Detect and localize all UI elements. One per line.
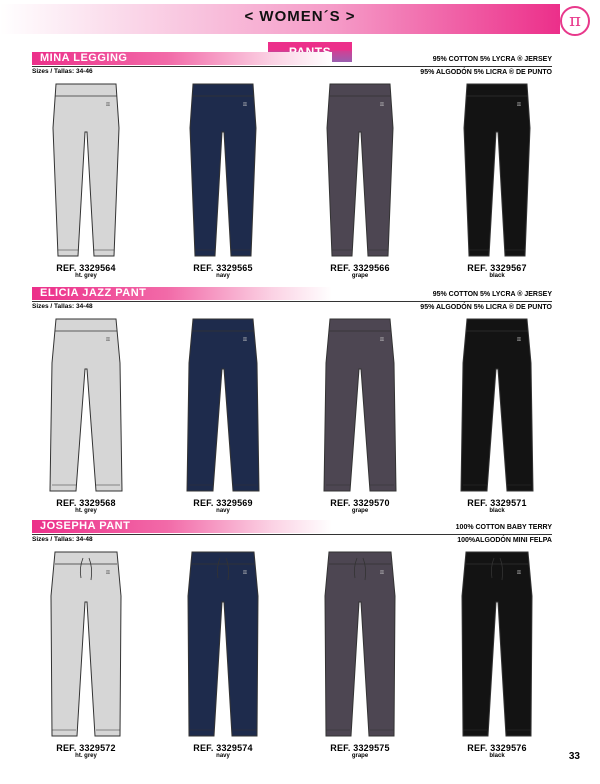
- product-card: [300, 315, 420, 514]
- svg-text:π: π: [106, 336, 110, 343]
- fabric-english: 100% COTTON BABY TERRY: [455, 524, 552, 531]
- size-range: Sizes / Tallas: 34-48: [32, 303, 93, 310]
- pants-illustration-icon: [437, 80, 557, 260]
- product-color: ht. grey: [75, 508, 97, 514]
- product-card: [300, 80, 420, 279]
- pants-illustration-icon: [300, 80, 420, 260]
- pi-logo-icon: π: [560, 6, 590, 36]
- pants-illustration-icon: [300, 315, 420, 495]
- section-title: MINA LEGGING: [40, 52, 128, 64]
- pants-illustration-icon: [437, 548, 557, 740]
- pants-illustration-icon: [163, 548, 283, 740]
- fabric-english: 95% COTTON 5% LYCRA ® JERSEY: [432, 56, 552, 63]
- pants-illustration-icon: [26, 548, 146, 740]
- section-divider: [32, 301, 552, 302]
- fabric-english: 95% COTTON 5% LYCRA ® JERSEY: [432, 291, 552, 298]
- product-color: ht. grey: [75, 753, 97, 759]
- svg-text:π: π: [243, 101, 247, 108]
- product-color: navy: [216, 508, 230, 514]
- product-ref: REF. 3329574: [193, 743, 253, 753]
- svg-text:π: π: [517, 336, 521, 343]
- product-card: [437, 80, 557, 279]
- product-ref: REF. 3329569: [193, 498, 253, 508]
- svg-text:π: π: [517, 569, 521, 576]
- product-color: black: [489, 753, 505, 759]
- product-ref: REF. 3329576: [467, 743, 527, 753]
- svg-text:π: π: [106, 101, 110, 108]
- product-ref: REF. 3329568: [56, 498, 116, 508]
- product-ref: REF. 3329570: [330, 498, 390, 508]
- section-divider: [32, 534, 552, 535]
- product-color: black: [489, 273, 505, 279]
- svg-text:π: π: [380, 101, 384, 108]
- product-ref: REF. 3329566: [330, 263, 390, 273]
- section-title: ELICIA JAZZ PANT: [40, 287, 147, 299]
- product-card: [163, 548, 283, 759]
- page-number: 33: [568, 751, 580, 762]
- product-color: grape: [351, 753, 369, 759]
- product-card: [437, 315, 557, 514]
- product-card: [163, 315, 283, 514]
- product-ref: REF. 3329565: [193, 263, 253, 273]
- section-divider: [32, 66, 552, 67]
- product-card: [26, 80, 146, 279]
- pants-illustration-icon: [163, 315, 283, 495]
- pants-illustration-icon: [26, 80, 146, 260]
- size-range: Sizes / Tallas: 34-46: [32, 68, 93, 75]
- svg-text:π: π: [243, 569, 247, 576]
- product-color: black: [489, 508, 505, 514]
- pants-illustration-icon: [437, 315, 557, 495]
- pants-illustration-icon: [26, 315, 146, 495]
- product-color: navy: [216, 273, 230, 279]
- size-range: Sizes / Tallas: 34-48: [32, 536, 93, 543]
- product-card: [26, 315, 146, 514]
- fabric-spanish: 95% ALGODÓN 5% LICRA ® DE PUNTO: [420, 304, 552, 311]
- svg-text:π: π: [380, 336, 384, 343]
- product-card: [437, 548, 557, 759]
- svg-text:π: π: [243, 336, 247, 343]
- section-title: JOSEPHA PANT: [40, 520, 131, 532]
- product-card: [163, 80, 283, 279]
- product-color: navy: [216, 753, 230, 759]
- product-color: grape: [351, 273, 369, 279]
- product-card: [300, 548, 420, 759]
- page-title: < WOMEN´S >: [244, 8, 356, 25]
- product-ref: REF. 3329571: [467, 498, 527, 508]
- fabric-spanish: 95% ALGODÓN 5% LICRA ® DE PUNTO: [420, 69, 552, 76]
- product-color: grape: [351, 508, 369, 514]
- product-ref: REF. 3329575: [330, 743, 390, 753]
- product-ref: REF. 3329567: [467, 263, 527, 273]
- pants-illustration-icon: [300, 548, 420, 740]
- svg-text:π: π: [106, 569, 110, 576]
- fabric-spanish: 100%ALGODÓN MINI FELPA: [457, 537, 552, 544]
- product-color: ht. grey: [75, 273, 97, 279]
- product-card: [26, 548, 146, 759]
- product-ref: REF. 3329572: [56, 743, 116, 753]
- product-ref: REF. 3329564: [56, 263, 116, 273]
- pants-illustration-icon: [163, 80, 283, 260]
- svg-text:π: π: [517, 101, 521, 108]
- svg-text:π: π: [380, 569, 384, 576]
